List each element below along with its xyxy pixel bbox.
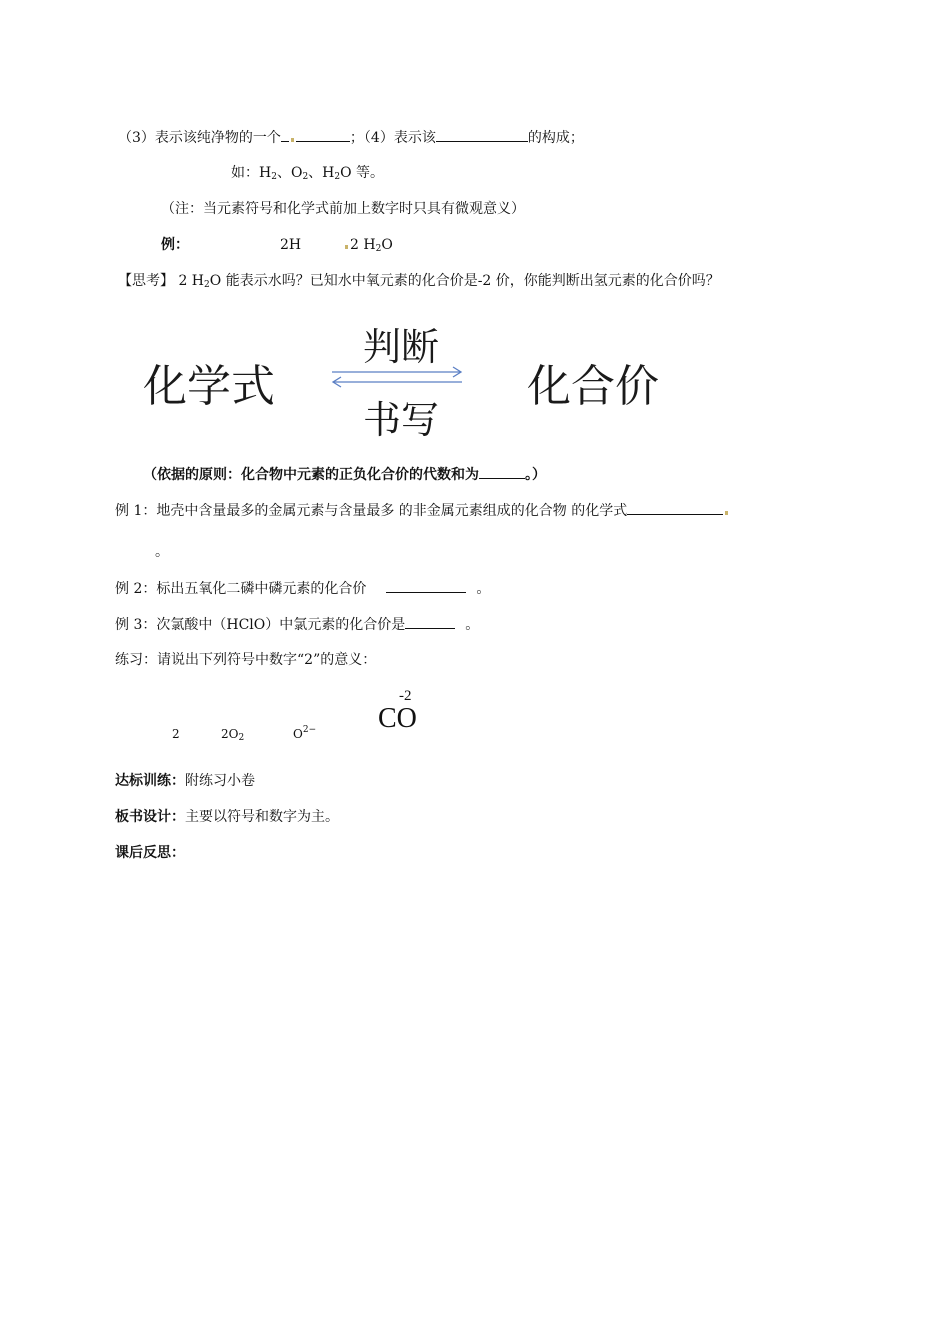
example-1-tail: 。 — [155, 544, 169, 560]
principle-line — [143, 464, 546, 485]
board-design-text: 主要以符号和数字为主。 — [185, 809, 339, 825]
principle-blank — [479, 464, 525, 479]
superscript: 2− — [302, 725, 317, 735]
blank-1a — [281, 127, 289, 142]
practice-item-2-text: 2O — [221, 727, 239, 741]
think-line — [118, 271, 720, 291]
practice-item-3 — [293, 724, 316, 744]
example-3 — [115, 614, 479, 635]
example-1 — [115, 500, 730, 521]
think-text-a: 2 H — [178, 273, 205, 289]
line-1 — [118, 127, 584, 148]
example-2-text: 例 2：标出五氧化二磷中磷元素的化合价 — [115, 581, 367, 597]
subscript: 2 — [302, 172, 309, 182]
practice-co-formula: CO — [378, 703, 417, 734]
diagram-top-label: 判断 — [363, 325, 440, 369]
example-label: 例： — [161, 237, 189, 253]
subscript: 2 — [238, 733, 245, 743]
example-2-blank — [386, 578, 466, 593]
subscript: 2 — [271, 172, 277, 182]
example-3-blank — [405, 614, 455, 629]
line1-part-b: ；（4）表示该 — [349, 130, 436, 146]
blank-2 — [436, 127, 528, 142]
example-2-tail: 。 — [476, 581, 491, 597]
blank-1b — [296, 127, 350, 142]
formula-h2-text: 如：H — [231, 165, 272, 181]
diagram-right-label: 化合价 — [527, 361, 659, 412]
line-2-examples — [231, 163, 384, 183]
example-2h2o-text: 2 H — [350, 237, 376, 253]
example-2h2o — [343, 235, 393, 255]
think-label: 【思考】 — [118, 273, 174, 289]
example-2 — [115, 578, 490, 599]
mark-dot — [291, 138, 294, 142]
mark-dot — [725, 511, 728, 515]
board-design-label: 板书设计： — [115, 809, 185, 825]
diagram-double-arrow — [330, 366, 464, 388]
principle-text: （依据的原则：化合物中元素的正负化合价的代数和为 — [143, 467, 479, 483]
practice-item-2 — [221, 724, 244, 744]
subscript: 2 — [334, 172, 341, 182]
practice-item-3-text: O — [293, 727, 303, 741]
diagram-bottom-label: 书写 — [363, 398, 440, 442]
training-text: 附练习小卷 — [185, 773, 255, 789]
example-3-tail: 。 — [465, 617, 480, 633]
example-2h2o-tail: O — [381, 237, 393, 253]
training-label: 达标训练： — [115, 773, 185, 789]
subscript: 2 — [204, 280, 210, 290]
line1-part-a: （3）表示该纯净物的一个 — [118, 130, 281, 146]
mark-dot — [345, 245, 348, 249]
subscript: 2 — [375, 244, 382, 254]
practice-co-charge: -2 — [399, 688, 412, 704]
formula-o2-text: 、O — [276, 165, 303, 181]
example-1-blank — [627, 500, 723, 515]
board-design-line — [115, 807, 339, 827]
note-line: （注：当元素符号和化学式前加上数字时只具有微观意义） — [161, 201, 525, 217]
example-1-text: 例 1：地壳中含量最多的金属元素与含量最多 的非金属元素组成的化合物 的化学式 — [115, 503, 628, 519]
formula-h2o-text: 、H — [308, 165, 335, 181]
example-2h: 2H — [280, 237, 302, 253]
formula-suffix: O 等。 — [340, 165, 385, 181]
example-3-text: 例 3：次氯酸中（HClO）中氯元素的化合价是 — [115, 617, 406, 633]
training-line — [115, 771, 255, 791]
think-text-b: O 能表示水吗？已知水中氧元素的化合价是-2 价，你能判断出氢元素的化合价吗？ — [209, 273, 720, 289]
reflection-label: 课后反思： — [115, 845, 185, 861]
practice-label: 练习：请说出下列符号中数字“2”的意义： — [115, 652, 377, 668]
diagram-left-label: 化学式 — [143, 361, 275, 412]
principle-tail: 。） — [525, 467, 546, 483]
line1-part-c: 的构成； — [527, 130, 584, 146]
practice-item-1: 2 — [172, 727, 180, 741]
